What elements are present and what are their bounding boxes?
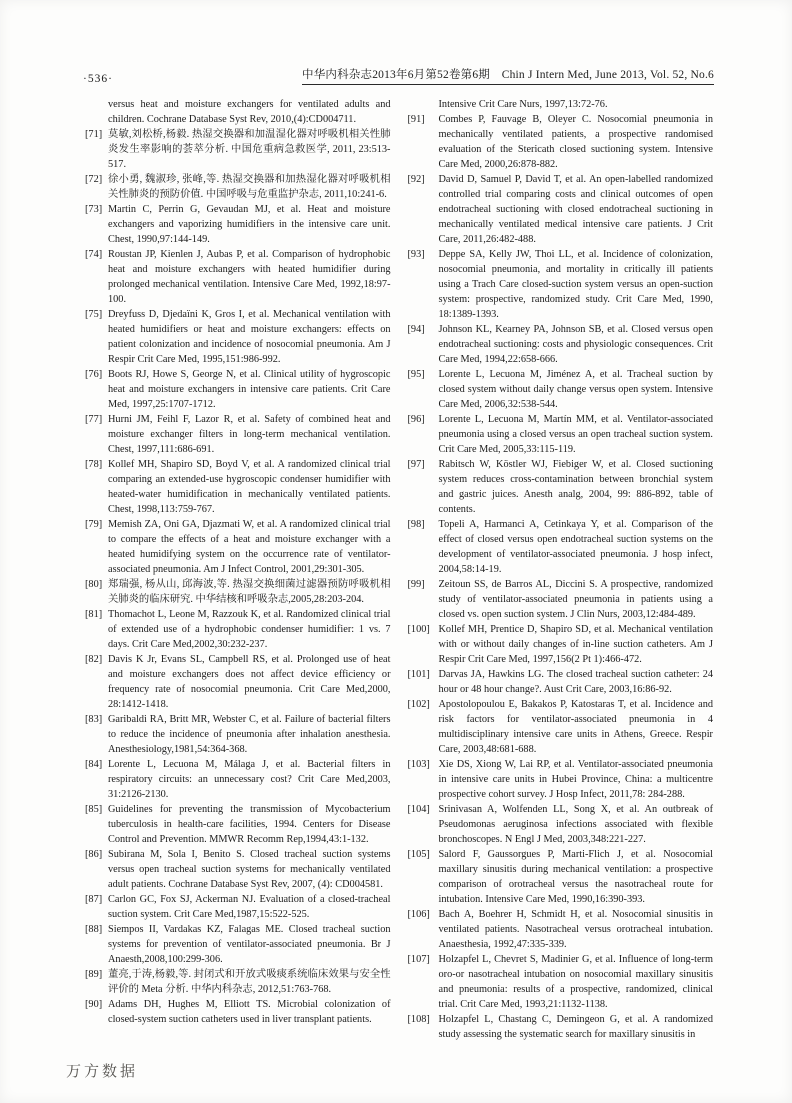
reference-number: [76] <box>85 369 103 380</box>
reference-text: Lorente L, Lecuona M, Jiménez A, et al. Tracheal suction by closed system without daily change versus open system. Intensive Care Med, 2006,32:538-544. <box>438 369 713 410</box>
reference-entry <box>85 997 391 1027</box>
reference-number: [105] <box>407 849 430 860</box>
reference-text: 莫敏,刘松桥,杨毅. 热湿交换器和加温湿化器对呼吸机相关性肺炎发生率影响的荟萃分析. 中国危重病急救医学, 2011, 23:513-517. <box>108 129 391 170</box>
reference-text: David D, Samuel P, David T, et al. An open-labelled randomized controlled trial comparing costs and clinical outcomes of open endotracheal suctioning with closed endotracheal suctioning in mechanically ventilated medical intensive care patients. J Crit Care, 2011,26:482-488. <box>438 174 713 245</box>
reference-number: [84] <box>85 759 103 770</box>
journal-title: 中华内科杂志2013年6月第52卷第6期 Chin J Intern Med, June 2013, Vol. 52, No.6 <box>302 66 714 85</box>
reference-text: Srinivasan A, Wolfenden LL, Song X, et al. An outbreak of Pseudomonas aeruginosa infections associated with flexible bronchoscopes. N Engl J Med, 2003,348:221-227. <box>438 804 713 845</box>
reference-text: 董亮,于涛,杨毅,等. 封闭式和开放式吸痰系统临床效果与安全性评价的 Meta 分析. 中华内科杂志, 2012,51:763-768. <box>108 969 391 995</box>
reference-number: [101] <box>407 669 430 680</box>
reference-text: Intensive Crit Care Nurs, 1997,13:72-76. <box>438 99 608 110</box>
reference-text: Boots RJ, Howe S, George N, et al. Clinical utility of hygroscopic heat and moisture exchangers in intensive care patients. Crit Care Med, 1997,25:1707-1712. <box>108 369 391 410</box>
reference-text: Siempos II, Vardakas KZ, Falagas ME. Closed tracheal suction systems for prevention of ventilator-associated pneumonia. Br J Anaesth,2008,100:299-306. <box>108 924 391 965</box>
reference-entry <box>85 712 391 757</box>
reference-number: [72] <box>85 174 103 185</box>
reference-entry <box>408 907 714 952</box>
reference-number: [75] <box>85 309 103 320</box>
reference-entry <box>85 202 391 247</box>
reference-columns <box>85 97 713 1042</box>
reference-number: [99] <box>407 579 425 590</box>
reference-number: [97] <box>407 459 425 470</box>
reference-entry <box>85 802 391 847</box>
reference-text: Davis K Jr, Evans SL, Campbell RS, et al. Prolonged use of heat and moisture exchangers does not affect device efficiency or frequency rate of nosocomial pneumonia. Crit Care Med,2000, 28:1412-1418. <box>108 654 391 710</box>
reference-text: Martin C, Perrin G, Gevaudan MJ, et al. Heat and moisture exchangers and vaporizing humidifiers in the intensive care unit. Chest, 1990,97:144-149. <box>108 204 391 245</box>
reference-number: [85] <box>85 804 103 815</box>
reference-text: Kollef MH, Prentice D, Shapiro SD, et al. Mechanical ventilation with or without daily changes of in-line suction catheters. Am J Respir Crit Care Med, 1997,156(2 Pt 1):466-472. <box>438 624 713 665</box>
reference-text: Darvas JA, Hawkins LG. The closed tracheal suction catheter: 24 hour or 48 hour change?. Aust Crit Care, 2003,16:86-92. <box>438 669 713 695</box>
reference-text: Combes P, Fauvage B, Oleyer C. Nosocomial pneumonia in mechanically ventilated patients, a prospective randomised evaluation of the Stericath closed suctioning system. Intensive Care Med, 2000,26:878-882. <box>438 114 713 170</box>
reference-entry <box>408 412 714 457</box>
reference-entry <box>85 307 391 367</box>
reference-entry <box>408 112 714 172</box>
reference-number: [74] <box>85 249 103 260</box>
reference-number: [95] <box>407 369 425 380</box>
reference-entry <box>85 457 391 517</box>
reference-number: [88] <box>85 924 103 935</box>
reference-text: Dreyfuss D, Djedaïni K, Gros I, et al. Mechanical ventilation with heated humidifiers or heat and moisture exchangers: effects on patient colonization and incidence of nosocomial pneumonia. Am J Respir Crit Care Med, 1995,151:986-992. <box>108 309 391 365</box>
references-right-column <box>408 97 714 1042</box>
reference-entry <box>408 622 714 667</box>
reference-number: [83] <box>85 714 103 725</box>
reference-number: [77] <box>85 414 103 425</box>
reference-text: Lorente L, Lecuona M, Málaga J, et al. Bacterial filters in respiratory circuits: an unnecessary cost? Crit Care Med,2003, 31:2126-2130. <box>108 759 391 800</box>
reference-text: Thomachot L, Leone M, Razzouk K, et al. Randomized clinical trial of extended use of a hydrophobic condenser humidifier: 1 vs. 7 days. Crit Care Med,2002,30:232-237. <box>108 609 391 650</box>
reference-text: versus heat and moisture exchangers for ventilated adults and children. Cochrane Database Syst Rev, 2010,(4):CD004711. <box>108 99 391 125</box>
reference-entry <box>408 1012 714 1042</box>
reference-entry <box>85 607 391 652</box>
reference-number: [102] <box>407 699 430 710</box>
reference-number: [98] <box>407 519 425 530</box>
reference-entry <box>85 367 391 412</box>
reference-text: Hurni JM, Feihl F, Lazor R, et al. Safety of combined heat and moisture exchanger filters in long-term mechanical ventilation. Chest, 1997,111:686-691. <box>108 414 391 455</box>
reference-text: Salord F, Gaussorgues P, Marti-Flich J, et al. Nosocomial maxillary sinusitis during mechanical ventilation: a prospective comparison of orotracheal versus the nasotracheal route for intubation. Intensive Care Med, 1990,16:390-393. <box>438 849 713 905</box>
reference-number: [96] <box>407 414 425 425</box>
reference-entry <box>408 322 714 367</box>
reference-number: [73] <box>85 204 103 215</box>
reference-entry <box>408 697 714 757</box>
references-left-column <box>85 97 391 1042</box>
reference-entry <box>85 892 391 922</box>
reference-entry <box>408 952 714 1012</box>
reference-number: [78] <box>85 459 103 470</box>
reference-entry <box>408 757 714 802</box>
reference-text: Rabitsch W, Köstler WJ, Fiebiger W, et al. Closed suctioning system reduces cross-contamination between bronchial system and gastric juices. Anesth analg, 2004, 99: 886-892, table of contents. <box>438 459 713 515</box>
reference-text: 徐小勇, 魏淑珍, 张峰,等. 热湿交换器和加热湿化器对呼吸机相关性肺炎的预防价值. 中国呼吸与危重监护杂志, 2011,10:241-6. <box>108 174 391 200</box>
reference-number: [106] <box>407 909 430 920</box>
reference-entry <box>85 127 391 172</box>
reference-text: Adams DH, Hughes M, Elliott TS. Microbial colonization of closed-system suction catheters used in liver transplant patients. <box>108 999 391 1025</box>
reference-number: [80] <box>85 579 103 590</box>
reference-text: Garibaldi RA, Britt MR, Webster C, et al. Failure of bacterial filters to reduce the incidence of pneumonia after inhalation anesthesia. Anesthesiology,1981,54:364-368. <box>108 714 391 755</box>
wanfang-watermark: 万方数据 <box>66 1064 139 1080</box>
reference-text: Xie DS, Xiong W, Lai RP, et al. Ventilator-associated pneumonia in intensive care units in Hubei Province, China: a multicentre prospective cohort survey. J Hosp Infect, 2011,78: 284-288. <box>438 759 713 800</box>
reference-entry <box>85 247 391 307</box>
reference-text: Bach A, Boehrer H, Schmidt H, et al. Nosocomial sinusitis in ventilated patients. Nasotracheal versus orotracheal intubation. Anaesthesia, 1992,47:335-339. <box>438 909 713 950</box>
reference-entry <box>85 517 391 577</box>
reference-number: [89] <box>85 969 103 980</box>
reference-number: [103] <box>407 759 430 770</box>
reference-number: [100] <box>407 624 430 635</box>
reference-entry <box>408 577 714 622</box>
reference-number: [104] <box>407 804 430 815</box>
reference-entry <box>408 172 714 247</box>
reference-text: Topeli A, Harmanci A, Cetinkaya Y, et al. Comparison of the effect of closed versus open endotracheal suction systems on the development of ventilator-associated pneumonia. J hosp infect, 2004,58:14-19. <box>438 519 713 575</box>
reference-text: Subirana M, Sola I, Benito S. Closed tracheal suction systems versus open tracheal suction systems for mechanically ventilated adult patients. Cochrane Database Syst Rev, 2007, (4): CD004581. <box>108 849 391 890</box>
reference-entry <box>408 667 714 697</box>
reference-text: Lorente L, Lecuona M, Martín MM, et al. Ventilator-associated pneumonia using a closed versus an open tracheal suction system. Crit Care Med, 2005,33:115-119. <box>438 414 713 455</box>
reference-entry <box>85 922 391 967</box>
reference-number: [71] <box>85 129 103 140</box>
reference-entry <box>408 802 714 847</box>
reference-number: [92] <box>407 174 425 185</box>
reference-number: [86] <box>85 849 103 860</box>
reference-entry <box>408 517 714 577</box>
reference-text: Holzapfel L, Chevret S, Madinier G, et al. Influence of long-term oro-or nasotracheal intubation on nosocomial maxillary sinusitis and pneumonia: results of a prospective, randomized, clinical trial. Crit Care Med, 1993,21:1132-1138. <box>438 954 713 1010</box>
reference-number: [87] <box>85 894 103 905</box>
reference-entry <box>408 847 714 907</box>
reference-entry <box>408 97 714 112</box>
reference-number: [82] <box>85 654 103 665</box>
reference-number: [90] <box>85 999 103 1010</box>
reference-entry <box>408 247 714 322</box>
reference-text: Deppe SA, Kelly JW, Thoi LL, et al. Incidence of colonization, nosocomial pneumonia, and mortality in critically ill patients using a Trach Care closed-suction system versus an open-suction system: prospective, randomized study. Crit Care Med, 1990, 18:1389-1393. <box>438 249 713 320</box>
page-number: ·536· <box>83 73 113 85</box>
reference-entry <box>85 412 391 457</box>
reference-entry <box>85 967 391 997</box>
reference-text: Guidelines for preventing the transmission of Mycobacterium tuberculosis in health-care facilities, 1994. Centers for Disease Control and Prevention. MMWR Recomm Rep,1994,43:1-132. <box>108 804 391 845</box>
reference-entry <box>85 97 391 127</box>
reference-entry <box>85 757 391 802</box>
page-header <box>83 66 714 85</box>
reference-number: [81] <box>85 609 103 620</box>
reference-number: [91] <box>407 114 425 125</box>
reference-text: 郑瑞强, 杨从山, 邱海波,等. 热湿交换细菌过滤器预防呼吸机相关肺炎的临床研究. 中华结核和呼吸杂志,2005,28:203-204. <box>108 579 391 605</box>
reference-entry <box>408 367 714 412</box>
reference-text: Kollef MH, Shapiro SD, Boyd V, et al. A randomized clinical trial comparing an extended-use hygroscopic condenser humidifier with heated-water humidification in mechanically ventilated patients. Chest, 1998,113:759-767. <box>108 459 391 515</box>
reference-text: Holzapfel L, Chastang C, Demingeon G, et al. A randomized study assessing the systematic search for maxillary sinusitis in <box>438 1014 713 1040</box>
reference-entry <box>85 172 391 202</box>
reference-number: [107] <box>407 954 430 965</box>
reference-text: Memish ZA, Oni GA, Djazmati W, et al. A randomized clinical trial to compare the effects of a heat and moisture exchanger with a heated humidifying system on the occurrence rate of ventilator-associated pneumonia. Am J Infect Control, 2001,29:301-305. <box>108 519 391 575</box>
reference-entry <box>85 652 391 712</box>
reference-number: [108] <box>407 1014 430 1025</box>
reference-text: Carlon GC, Fox SJ, Ackerman NJ. Evaluation of a closed-tracheal suction system. Crit Care Med,1987,15:522-525. <box>108 894 391 920</box>
reference-entry <box>85 847 391 892</box>
reference-number: [79] <box>85 519 103 530</box>
reference-entry <box>408 457 714 517</box>
reference-text: Apostolopoulou E, Bakakos P, Katostaras T, et al. Incidence and risk factors for ventilator-associated pneumonia in 4 multidisciplinary intensive care units in Athens, Greece. Respir Care, 2003,48:681-688. <box>438 699 713 755</box>
reference-text: Zeitoun SS, de Barros AL, Diccini S. A prospective, randomized study of ventilator-associated pneumonia in patients using a closed vs. open suction system. J Clin Nurs, 2003,12:484-489. <box>438 579 713 620</box>
reference-number: [93] <box>407 249 425 260</box>
reference-entry <box>85 577 391 607</box>
reference-text: Johnson KL, Kearney PA, Johnson SB, et al. Closed versus open endotracheal suctioning: costs and physiologic consequences. Crit Care Med, 1994,22:658-666. <box>438 324 713 365</box>
reference-number: [94] <box>407 324 425 335</box>
reference-text: Roustan JP, Kienlen J, Aubas P, et al. Comparison of hydrophobic heat and moisture exchangers with heated humidifier during prolonged mechanical ventilation. Intensive Care Med, 1992,18:97-100. <box>108 249 391 305</box>
